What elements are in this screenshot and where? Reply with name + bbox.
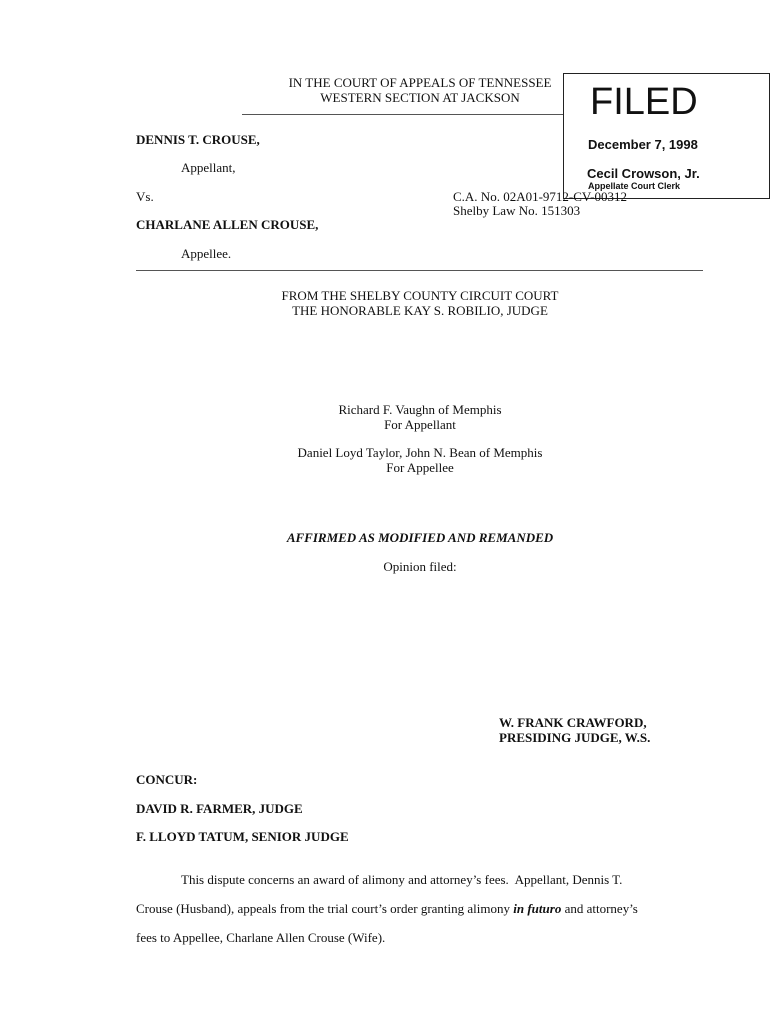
filed-stamp-clerk-title: Appellate Court Clerk: [588, 181, 681, 191]
court-origin: [200, 288, 640, 318]
concur-judge-2: F. LLOYD TATUM, SENIOR JUDGE: [136, 829, 349, 844]
body-line-1: This dispute concerns an award of alimony and attorney’s fees. Appellant, Dennis T.: [181, 872, 623, 887]
concur-judge-1: DAVID R. FARMER, JUDGE: [136, 801, 303, 816]
opinion-filed: Opinion filed:: [383, 559, 457, 574]
appellant-counsel: [200, 402, 640, 432]
body-line-3: fees to Appellee, Charlane Allen Crouse (Wife).: [136, 930, 386, 945]
court-header-line1: IN THE COURT OF APPEALS OF TENNESSEE: [288, 75, 552, 90]
filed-stamp: [563, 73, 770, 199]
appellee-for: For Appellee: [386, 460, 454, 475]
court-header-line2: WESTERN SECTION AT JACKSON: [320, 90, 520, 105]
body-line-2-pre: Crouse (Husband), appeals from the trial court’s order granting alimony: [136, 901, 514, 916]
appellant-for: For Appellant: [384, 417, 456, 432]
shelby-number: Shelby Law No. 151303: [453, 203, 581, 218]
author-name: W. FRANK CRAWFORD,: [499, 715, 647, 730]
court-origin-line1: FROM THE SHELBY COUNTY CIRCUIT COURT: [281, 288, 559, 303]
ca-number: C.A. No. 02A01-9712-CV-00312: [453, 189, 627, 204]
author-block: [499, 715, 650, 745]
disposition: AFFIRMED AS MODIFIED AND REMANDED: [286, 530, 554, 545]
appellant-attorney: Richard F. Vaughn of Memphis: [338, 402, 502, 417]
body-line-2-italic: in futuro: [513, 901, 562, 916]
appellant-name: DENNIS T. CROUSE,: [136, 132, 260, 147]
appellee-attorney: Daniel Loyd Taylor, John N. Bean of Memphis: [297, 445, 543, 460]
versus-label: Vs.: [136, 189, 154, 204]
concur-label: CONCUR:: [136, 772, 198, 787]
appellee-name: CHARLANE ALLEN CROUSE,: [136, 217, 319, 232]
filed-stamp-date: December 7, 1998: [588, 137, 698, 152]
body-line-2-post: and attorney’s: [561, 901, 638, 916]
filed-stamp-title: FILED: [590, 81, 698, 123]
court-origin-line2: THE HONORABLE KAY S. ROBILIO, JUDGE: [292, 303, 548, 318]
author-title: PRESIDING JUDGE, W.S.: [499, 730, 651, 745]
appellant-role: Appellant,: [181, 160, 236, 175]
filed-stamp-clerk-name: Cecil Crowson, Jr.: [587, 166, 700, 181]
header-divider: [242, 114, 564, 115]
caption-divider: [136, 270, 703, 271]
body-line-2: [136, 901, 638, 916]
appellee-role: Appellee.: [181, 246, 232, 261]
appellee-counsel: [200, 445, 640, 475]
